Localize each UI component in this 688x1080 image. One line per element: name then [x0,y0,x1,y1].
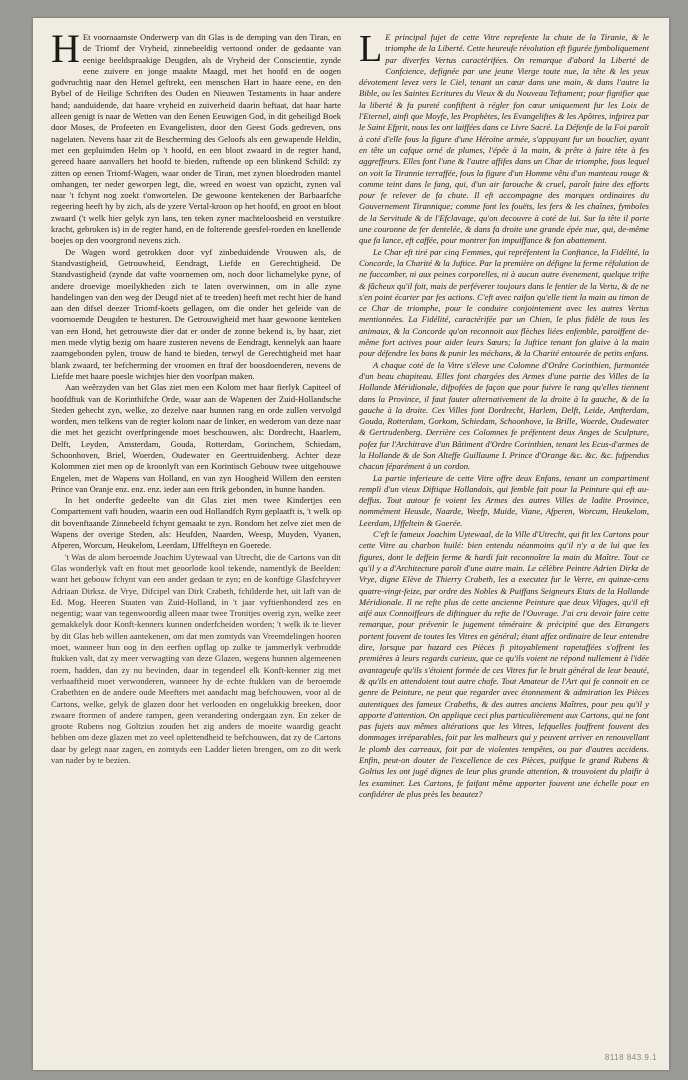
french-paragraph: E principal fujet de cette Vitre reprefente la chute de la Tiranie, & le triomphe de la Liberté. Cette heureufe révolution eft figurée fymboliquement par diverfes Vertus caractérifées. On remarque d'abord la Liberté de Confcience, defignée par une jeune Vierge toute nue, la tête & les yeux dévotement levez vers le Ciel, tenant un cœur dans une main, & dans l'autre la Bible, ou les Saintes Ecritures du Vieux & du Nouveau Teftament; pour fignifier que la liberté & fa pureté confiftent à régler fon cœur uniquement fur les Loix de l'Eternel, ainfi que Moyfe, les Prophètes, les Evangeliftes & les Apôtres, infpirez par le Saint Efprit, nous les ont laiffées dans ce Livre Sacré. La Défenfe de la Foi paroît à coté d'elle fous la figure d'une Héroïne armée, s'appuyant fur un bouclier, ayant en tête un cafque orné de plumes, l'épée à la main, & prête à faire tête à fes aggreffeurs. Elles font l'une & l'autre affifes dans un Char de triomphe, fous lequel on voit la Tirannie terraffée, fous la figure d'un Homme vêtu d'un manteau rouge & comme teint dans le fang, qui, d'un air farouche & cruel, paroît faire des efforts pour fe relever de fa chute. Il eft accompagne des marques ordinaires du Gouvernement Tirannique; comme font les fouëts, les fers & les chaînes, fymboles de la Servitude & de l'Efclavage, qu'on decouvre à coté de lui. Sur la tête il porte une couronne de fer dentelée, & dans fa droite une grande épée nue, qui, de-même que fa lance, eft caffée, pour montrer fon impuiffance & fon abattement. [359,32,649,246]
ink-fade [51,898,341,1048]
french-paragraph: C'eft le fameux Joachim Uytewaal, de la Ville d'Utrecht, qui fit les Cartons pour cette Vitre au charbon huilé: bien entendu néanmoins qu'il n'y a de lui que les figures, dont le deffein ferme & hardi fait reconnoître la main du Maître. Tout ce qu'il y a d'Architecture paroît d'une autre main. Le célèbre Peintre Adrien Dirkz de Vrye, digne Elève de Thierry Crabeth, les a executez fur le Verre, en quinze-cens quatre-vingt-feize, par ordre des Nobles & Puiffans Seigneurs Etats de la Hollande Méridionale. Il ne refte plus de cette ancienne Peinture que deux Vifages, qu'il eft aifé aux Connoiffeurs de diftinguer du refte de l'Ouvrage. J'ai cru devoir faire cette remarque, pour prévenir le jugement téméraire & précipité que des Etrangers portent fouvent de toutes les Vitres en général; étant affez ordinaire de leur entendre dire, lorsque par hazard ces Pièces fi pitoyablement rapetaffées s'offrent les premières à leurs regards curieux, que ce qu'ils voient ne répond nullement à l'idée avantageufe qu'ils s'étoient formée de ces Vitres fur le bruit général de leur beauté, & qu'ils en attendoient tout autre chofe. Tout Amateur de l'Art qui fe connoit en ce genre de Peinture, ne peut que regarder avec étonnement & admiration les Pièces autentiques des fameux Crabeths, & des autres anciens Maîtres, pour peu qu'il y apporte d'attention. On applique ceci plus particulièrement aux Cartons, qui ne font pas fujets aux mêmes altérations que les Vitres, lefquelles fouffrent fouvent des dommages irréparables, foit par les malheurs qui y peuvent arriver en renouvellant le plomb des carreaux, foit par de violentes tempêtes, ou par d'autres accidens. Enfin, peut-on douter de l'excellence de ces Pièces, puifque le grand Rubens & Goltius les ont jugé dignes de leur plus grande attention, & trouvoient du plaifir à les examiner. Les Cartons, fe faifant même apporter fouvent une échelle pour en confidérer de plus près les beautez? [359,529,649,799]
dutch-paragraph: Aan weêrzyden van het Glas ziet men een Kolom met haar fierlyk Capiteel of hoofdftuk van de Korinthifche Orde, waar aan de Wapenen der Zuid-Hollandsche Steden gehecht zyn, welke, zo dezelve naar hunnen rang en orde zullen vervolgd worden, men telkens van de regter kolom naar de linker, en wederom van deze naar die met het gezicht overfpringende moet beschouwen, als: Dordrecht, Haarlem, Delft, Leyden, Amsterdam, Gouda, Rotterdam, Gorinchem, Schiedam, Schoonhoven, Briel, Woerden, Oudewater en Geertruidenberg. Achter deze Kolommen ziet men op de kroonlyft van een Korintisch Gebouw twee uitgehouwe Engelen, met de Wapens van Holland, en van zyn Hoogheid Willem den eersten Prince van Oranje enz. enz. enz. ieder aan een ftrik gebonden, in hunne handen. [51,382,341,494]
dropcap-h: H [51,32,80,71]
dutch-paragraph: 't Was de alom beroemde Joachim Uytewaal van Utrecht, die de Cartons van dit Glas wonderlyk vaft en ftout met geoorlode kool tekende, namentlyk de Beelden: want het gebouw fchynt van een ander gedaan te zyn; en de konftige Glasfchryver Adriaan Dirksz. de Vrye, Difcipel van Dirk Crabeth, fchilderde het, uit laft van de Ed. Mog. Heeren Staaten van Zuid-Holland, in 't jaar vyftienhonderd zes en negentig; waar van tegenwoordig alleen maar twee Tronitjes overig zyn, welke zeer gemakkelyk door Konft-kenners kunnen onderfcheiden worden; 't welk ik te liever by dit Glas heb willen aantekenen, om dat men zomtyds van Vreemdelingen hooren moet, wanneer hun oog in den eerften opflag op zulke te jammerlyk verbrodde ftukken valt, dat zy meer verwagting van deze Glazen, wegens hunnen algemeenen roem, hadden, dan zy nu bevinden, daar in tegendeel elk Konft-kenner zig met verbaaftheid moet verwonderen, wanneer hy de echte ftukken van de beroemde Crabethten en de andere oude Meefters met aandacht mag befchouwen, voor al de Cartons, welke, gelyk de glazen door het verlooden en ongelukkig breeken, door zwaare ftormen of andere rampen, geen verandering ondergaan zyn. En zeker de groote Rubens nog Goltzius zouden het zig anders de moeite waardig geacht hebben om deze glazen met zo veel oplettendheid te befchouwen, dat zy de Cartons daar by gelegt naar zagen, en zomtyds een Ladder lieten brengen, om zo dit werk van nader by te bezien. [51,551,341,765]
document-page [33,18,669,1070]
french-paragraph: Le Char eft tiré par cinq Femmes, qui repréfentent la Conftance, la Fidélité, la Concorde, la Charité & la Juftice. Par la première on défigne la ferme réfolution de ne fuccomber, ni aux peines corporelles, ni à aucun autre évenement, quelque trifte & fâcheux qu'il foit, mais de perféverer toujours dans le fentier de la Vertu, & de ne s'en point écarter par fes actions. C'eft avec raifon qu'elle tient la main au timon de ce Char de triomphe, pour le conduire conjointement avec les autres Vertus mentionnées. La Fidélité, caractérifée par un Chien, le plus fidèle de tous les animaux, & la Concorde qu'on reconnoit aux flèches liées enfemble, paroiffent de-même fort actives pour aider leurs Sœurs; la Juftice tenant fon glaive à la main pour défendre les bons & punir les méchans, & la Charité entourée de petits enfans. [359,246,649,359]
dropcap-l: L [359,32,383,70]
dutch-paragraph: Et voornaamste Onderwerp van dit Glas is de demping van den Tiran, en de Triomf der Vryheid, zinnebeeldig vertoond onder de gedaante van eenige beeldspraakige Deugden, als de Vryheid der Conscientie, zynde eene zuivere en jonge maakte Maagd, met het hoofd en de oogen godvruchtig naar den Hemel geftrekt, een menschen Hart in haare eene, en den Bybel of de Heilige Schriften des Ouden en Nieuwen Testaments in haar andere hand; aanduidende, dat haare vryheid en zuiverheid daarin beftaat, dat haar harte alleen genigt is naar de Wetten van den Eenen Eeuwigen God, in dit geheiligd Boek door Moses, de Profeeten en Evangelisten, door den Geest Gods gedreven, ons nagelaten. Nevens haar zit de Bescherming des Geloofs als een gewapende Heldin, met een gepluimden Helm op 't hoofd, en een bloot zwaard in de regter hand, gereed haare aanvallers het hoofd te bieden, ruftende op een blinkend Schild: zy zitten op eenen Triomf-Wagen, waar onder de Tiran, met zynen bloedroden mantel omhangen, ter neder geworpen legt, die, wreed en woest van opzicht, zynen val naar 't fchynt nog zoekt t'onwortelen. De gewoone kentekenen der Barbaarfche regeering heeft hy by zich, als de yzere Vertal-kroon op het hoofd, en groot en bloot zwaard ('t welk hier gelyk zyn lans, ten teken zyner machteloosheid en verstuikre kracht, gebroken is) in de regter hand, en de folterende geesfel-roeden en knellende boejes op den voorgrond nevens zich. [51,32,341,246]
archive-note: 8118 843.9.1 [604,1053,657,1062]
dutch-text-column [51,32,341,1048]
dutch-paragraph: In het onderfte gedeelte van dit Glas ziet men twee Kindertjes een Compartement vaft houden, waarin een oud Hollandfch Rym geplaatft is, 't welk op dit bovenftaande Zinnebeeld fchynt gemaakt te zyn. Rondom het zelve ziet men de Wapens der overige Steden, als: Heufden, Naarden, Weesp, Muyden, Vyanen, Afperen, Worcum, Heukelom, Leerdam, IJffelfteyn en Goerede. [51,495,341,551]
french-paragraph: A chaque coté de la Vitre s'éleve une Colomne d'Ordre Corinthien, furmontée d'un beau chapiteau. Elles font chargées des Armes d'une partie des Villes de la Hollande Méridionale, difpofées de façon que pour fuivre le rang qu'elles tiennent dans la Province, il faut fauter alternativement de la droite à la gauche, & de la gauche à la droite. Ces Villes font Dordrecht, Harlem, Delft, Leide, Amfterdam, Gouda, Rotterdam, Gorkom, Schiedam, Schoonhove, la Brille, Woerde, Oudewater & Gertrudenberg. Derrière ces Colomnes fe préfentent deux Anges de Sculpture, pofez fur l'Architrave d'un Bâtiment d'Ordre Corinthien, tenant les Ecus-d'armes de la Hollande & de Son Alteffe Guillaume I. Prince d'Orange &c. &c. &c. fufpendus chacun féparément à un cordon. [359,359,649,472]
ink-fade [359,898,649,1048]
french-paragraph: La partie inferieure de cette Vitre offre deux Enfans, tenant un compartiment rempli d'un vieux Diftique Hollandois, qui femble fait pour la Peinture qui eft au-deffus. Tout autour fe voient les Armes des autres Villes de ladite Province, nommément Heusde, Naarde, Weefp, Muide, Viane, Afperen, Worcum, Heukelom, Leerdam, IJffeltein & Goerée. [359,472,649,528]
french-text-column [359,32,649,1048]
dutch-paragraph: De Wagen word getrokken door vyf zinbeduidende Vrouwen als, de Standvastigheid, Getrouwheid, Eendragt, Liefde en Gerechtigheid. De Standvastigheid (zynde dat vafte voornemen om, noch door lichamelyke pyne, of andere droevige moeilykheden zich te laten overwinnen, om in alle zyne handelingen van den weg der Deugd niet af te treeden) heeft met recht hier de hand aan den difsel deezer Triomf-koets gellagen, om die onder het geleide van de voornoemde Deugden te besturen. De Getrouwigheid met haar gewoone kenteken van een Hond, het getrouwste dier dat er onder de zonne bekend is, by haar, ziet men mede vlytig bezig om haare zusteren nevens de Eendragt, kennelyk aan haare zaamgebonden pylen, trouw de hand te bieden, terwyl de Gerechtigheid met haar blank zwaard, ter befcherming der vroomen en ftraf der boosdoenderen, nevens de Liefde met haare poesle wichtjes hier den voorfpan maken. [51,246,341,381]
